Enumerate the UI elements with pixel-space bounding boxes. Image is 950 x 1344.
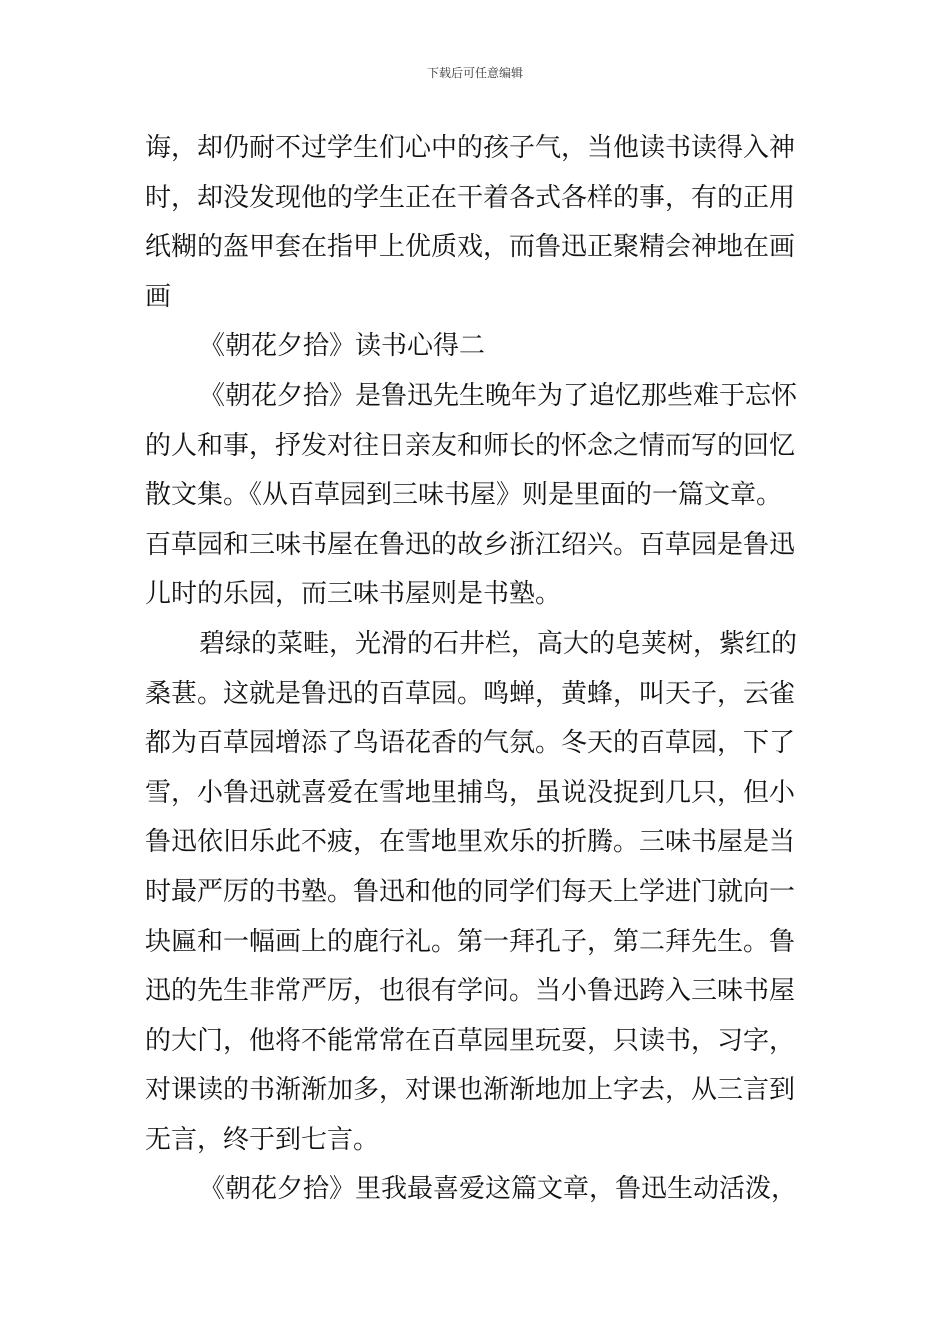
text-line: 散文集。《从百草园到三味书屋》则是里面的一篇文章。 <box>145 480 783 511</box>
page-header: 下载后可任意编辑 <box>426 66 523 80</box>
text-line: 百草园和三味书屋在鲁迅的故乡浙江绍兴。百草园是鲁迅 <box>145 529 796 560</box>
text-line: 迅的先生非常严厉，也很有学问。当小鲁迅跨入三味书屋 <box>145 976 796 1007</box>
text-line: 鲁迅依旧乐此不疲，在雪地里欢乐的折腾。三味书屋是当 <box>145 827 796 858</box>
text-line: 桑葚。这就是鲁迅的百草园。鸣蝉，黄蜂，叫天子，云雀 <box>145 678 796 709</box>
text-line: 块匾和一幅画上的鹿行礼。第一拜孔子，第二拜先生。鲁 <box>145 926 796 957</box>
text-line: 都为百草园增添了鸟语花香的气氛。冬天的百草园，下了 <box>145 728 796 759</box>
text-line: 时最严厉的书塾。鲁迅和他的同学们每天上学进门就向一 <box>145 876 796 907</box>
paragraph-first-line: 《朝花夕拾》读书心得二 <box>199 331 486 362</box>
text-line: 时，却没发现他的学生正在干着各式各样的事，有的正用 <box>145 182 796 213</box>
text-line: 诲，却仍耐不过学生们心中的孩子气，当他读书读得入神 <box>145 133 796 163</box>
text-line: 雪，小鲁迅就喜爱在雪地里捕鸟，虽说没捉到几只，但小 <box>145 777 796 808</box>
text-line: 的人和事，抒发对往日亲友和师长的怀念之情而写的回忆 <box>145 430 796 461</box>
paragraph-first-line: 《朝花夕拾》是鲁迅先生晚年为了追忆那些难于忘怀 <box>199 380 798 411</box>
text-line: 纸糊的盔甲套在指甲上优质戏，而鲁迅正聚精会神地在画 <box>145 232 796 263</box>
text-line: 画 <box>145 281 172 312</box>
text-line: 无言，终于到七言。 <box>145 1124 380 1155</box>
paragraph-first-line: 碧绿的菜畦，光滑的石井栏，高大的皂荚树，紫红的 <box>199 628 798 659</box>
text-line: 儿时的乐园，而三味书屋则是书塾。 <box>145 579 562 610</box>
text-line: 对课读的书渐渐加多，对课也渐渐地加上字去，从三言到 <box>145 1075 796 1106</box>
body-text <box>145 124 809 1215</box>
text-line: 的大门，他将不能常常在百草园里玩耍，只读书，习字， <box>145 1025 796 1056</box>
paragraph-first-line: 《朝花夕拾》里我最喜爱这篇文章，鲁迅生动活泼， <box>199 1174 798 1205</box>
